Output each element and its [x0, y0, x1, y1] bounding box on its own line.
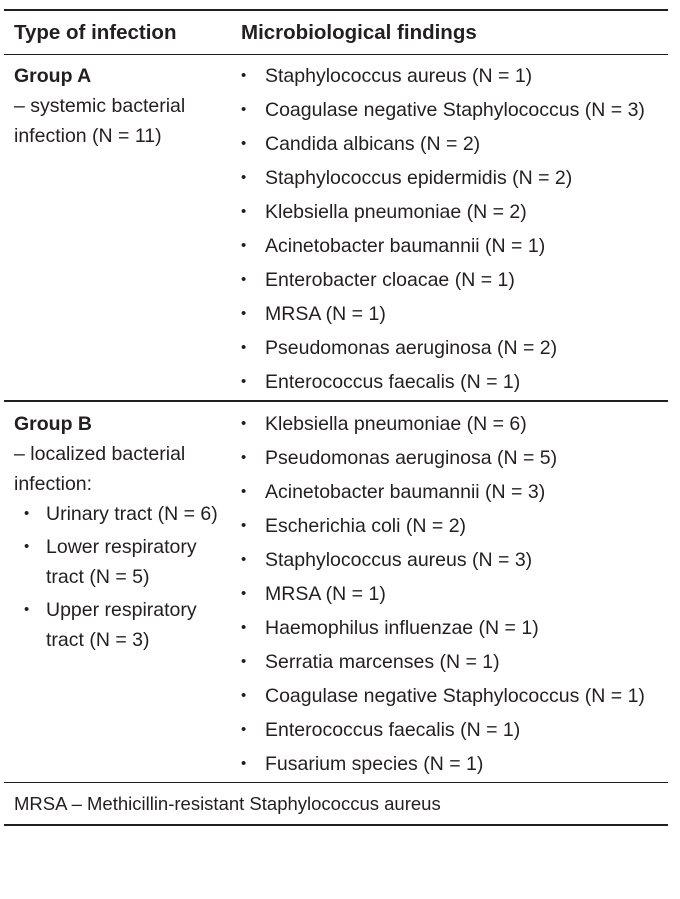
list-item: • Coagulase negative Staphylococcus (N = 1): [241, 681, 668, 711]
list-item: • Staphylococcus epidermidis (N = 2): [241, 163, 668, 193]
list-item: • Acinetobacter baumannii (N = 3): [241, 477, 668, 507]
list-item: • Coagulase negative Staphylococcus (N = 3): [241, 95, 668, 125]
list-item: • Haemophilus influenzae (N = 1): [241, 613, 668, 643]
list-item: • Pseudomonas aeruginosa (N = 2): [241, 333, 668, 363]
list-item: • MRSA (N = 1): [241, 579, 668, 609]
list-item: • Klebsiella pneumoniae (N = 6): [241, 409, 668, 439]
header-microbiological-findings: Microbiological findings: [241, 20, 477, 44]
group-b-title: Group B: [14, 413, 92, 435]
group-b-type-cell: [4, 409, 231, 779]
infection-table: [4, 9, 668, 826]
group-a-type-cell: [4, 61, 231, 397]
list-item: • Staphylococcus aureus (N = 1): [241, 61, 668, 91]
list-item: • Urinary tract (N = 6): [14, 499, 231, 529]
group-a-title: Group A: [14, 65, 92, 87]
list-item: • Klebsiella pneumoniae (N = 2): [241, 197, 668, 227]
group-a-findings-cell: [231, 61, 668, 397]
list-item: • Enterobacter cloacae (N = 1): [241, 265, 668, 295]
table-row-group-b: [4, 402, 668, 782]
list-item: • Serratia marcenses (N = 1): [241, 647, 668, 677]
list-item: • MRSA (N = 1): [241, 299, 668, 329]
list-item: • Staphylococcus aureus (N = 3): [241, 545, 668, 575]
list-item: • Enterococcus faecalis (N = 1): [241, 715, 668, 745]
group-a-description: – systemic bacterial infection (N = 11): [14, 95, 186, 147]
group-b-description: – localized bacterial infection:: [14, 443, 186, 495]
table-row-group-a: [4, 55, 668, 400]
list-item: • Pseudomonas aeruginosa (N = 5): [241, 443, 668, 473]
list-item: • Candida albicans (N = 2): [241, 129, 668, 159]
list-item: • Enterococcus faecalis (N = 1): [241, 367, 668, 397]
list-item: • Fusarium species (N = 1): [241, 749, 668, 779]
header-type-of-infection: Type of infection: [14, 20, 177, 44]
list-item: • Escherichia coli (N = 2): [241, 511, 668, 541]
list-item: • Acinetobacter baumannii (N = 1): [241, 231, 668, 261]
table-bottom-rule: [4, 824, 668, 826]
table-footnote: MRSA – Methicillin-resistant Staphylococcus aureus: [14, 793, 441, 814]
table-header-row: [4, 11, 668, 54]
list-item: • Lower respiratory tract (N = 5): [14, 532, 231, 592]
list-item: • Upper respiratory tract (N = 3): [14, 595, 231, 655]
group-b-findings-cell: [231, 409, 668, 779]
